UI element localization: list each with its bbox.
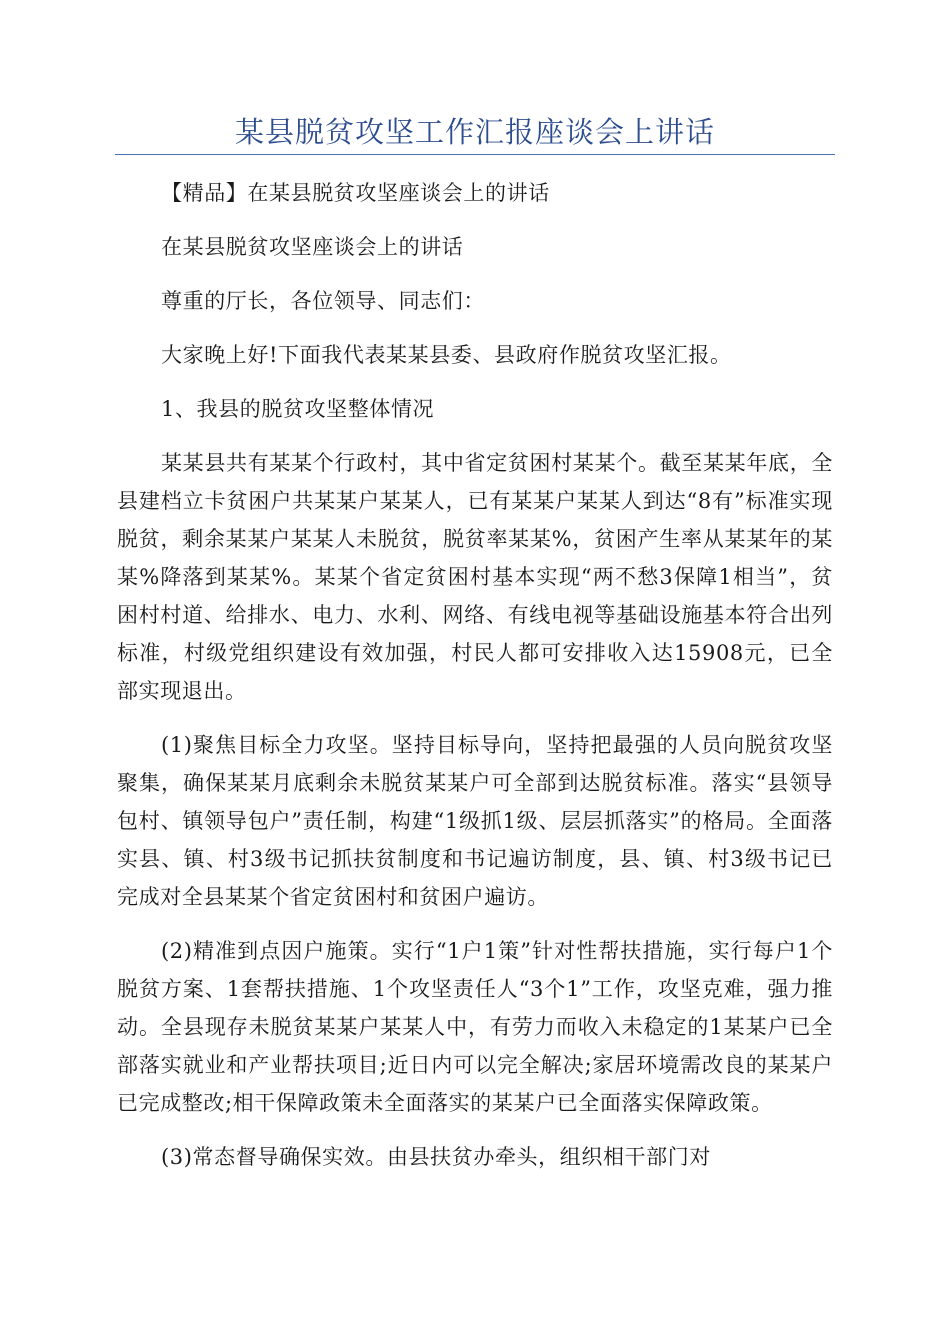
paragraph-point-3: (3)常态督导确保实效。由县扶贫办牵头，组织相干部门对 xyxy=(161,1145,711,1169)
paragraph-heading: 【精品】在某县脱贫攻坚座谈会上的讲话 xyxy=(161,181,550,205)
paragraph-point-2: (2)精准到点因户施策。实行“1户1策”针对性帮扶措施，实行每户1个脱贫方案、1套帮扶措施、1个攻坚责任人“3个1”工作，攻坚克难，强力推动。全县现存未脱贫某某户某某人中，有劳力而收入未稳定的1某某户已全部落实就业和产业帮扶项目;近日内可以完全解决;家居环境需改良的某某户已完成整改;相干保障政策未全面落实的某某户已全面落实保障政策。 xyxy=(117,939,833,1115)
document-title: 某县脱贫攻坚工作汇报座谈会上讲话 xyxy=(234,115,715,149)
paragraph-overview: 某某县共有某某个行政村，其中省定贫困村某某个。截至某某年底，全县建档立卡贫困户共某某户某某人，已有某某户某某人到达“8有”标准实现脱贫，剩余某某户某某人未脱贫，脱贫率某某%，贫困产生率从某某年的某某%降落到某某%。某某个省定贫困村基本实现“两不愁3保障1相当”，贫困村村道、给排水、电力、水利、网络、有线电视等基础设施基本符合出列标准，村级党组织建设有效加强，村民人都可安排收入达15908元，已全部实现退出。 xyxy=(117,451,833,703)
paragraph-subtitle: 在某县脱贫攻坚座谈会上的讲话 xyxy=(161,235,464,259)
paragraph-salutation: 尊重的厅长，各位领导、同志们： xyxy=(161,289,485,313)
document-body xyxy=(117,174,833,1176)
paragraph-greeting: 大家晚上好!下面我代表某某县委、县政府作脱贫攻坚汇报。 xyxy=(161,343,732,367)
title-underline xyxy=(115,154,835,155)
paragraph-point-1: (1)聚焦目标全力攻坚。坚持目标导向，坚持把最强的人员向脱贫攻坚聚集，确保某某月底剩余未脱贫某某户可全部到达脱贫标准。落实“县领导包村、镇领导包户”责任制，构建“1级抓1级、层层抓落实”的格局。全面落实县、镇、村3级书记抓扶贫制度和书记遍访制度，县、镇、村3级书记已完成对全县某某个省定贫困村和贫困户遍访。 xyxy=(117,733,833,909)
paragraph-section-heading: 1、我县的脱贫攻坚整体情况 xyxy=(161,397,435,421)
